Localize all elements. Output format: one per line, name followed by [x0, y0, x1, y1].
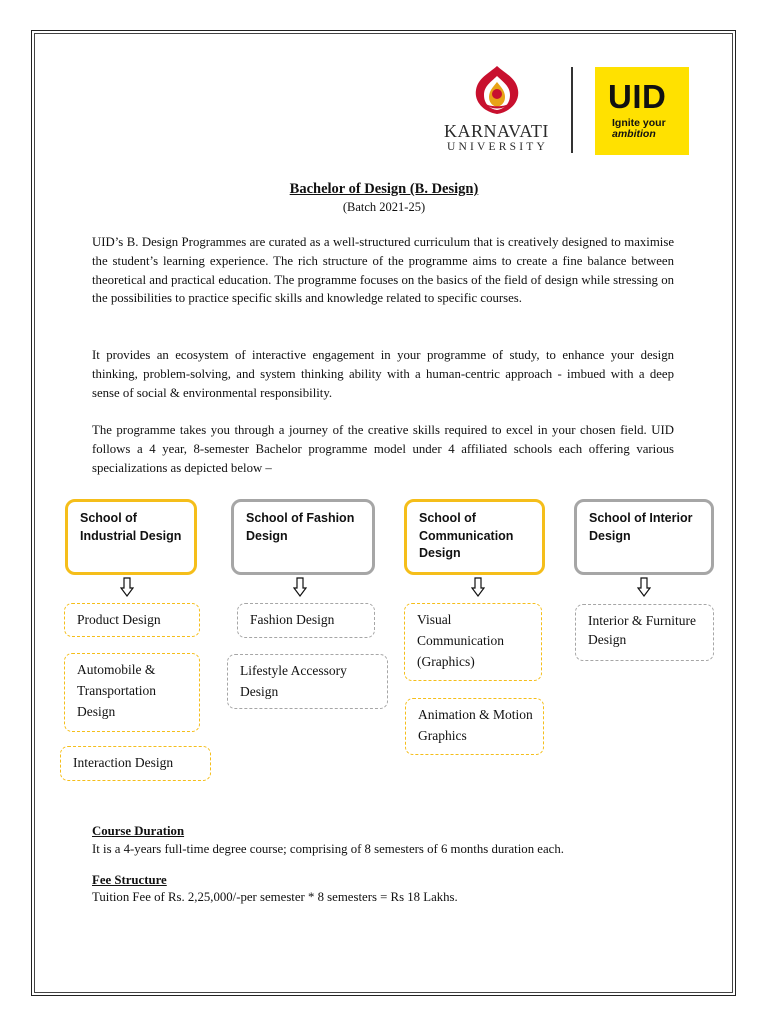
spec-automobile-design: Automobile & Transportation Design [64, 653, 200, 732]
fee-structure-text: Tuition Fee of Rs. 2,25,000/-per semester * 8 semesters = Rs 18 Lakhs. [92, 890, 458, 904]
spec-product-design: Product Design [64, 603, 200, 637]
batch-label: (Batch 2021-25) [342, 200, 426, 214]
down-arrow-icon [637, 577, 651, 597]
spec-interaction-design: Interaction Design [60, 746, 211, 781]
school-industrial-design: School of Industrial Design [65, 499, 197, 575]
school-fashion-design: School of Fashion Design [231, 499, 375, 575]
down-arrow-icon [471, 577, 485, 597]
uid-tagline [612, 118, 666, 140]
page-title: Bachelor of Design (B. Design) [289, 181, 479, 197]
karnavati-sub: UNIVERSITY [447, 141, 548, 153]
uid-tagline-line1: Ignite your [612, 117, 666, 129]
uid-tagline-line2: ambition [612, 128, 656, 140]
karnavati-name: KARNAVATI [444, 121, 549, 141]
spec-animation-motion-graphics: Animation & Motion Graphics [405, 698, 544, 755]
down-arrow-icon [120, 577, 134, 597]
ecosystem-paragraph: It provides an ecosystem of interactive engagement in your programme of study, to enhance your design thinking, problem-solving, and system thinking ability with a human-centric approach - imbued with a deep sense of social & environmental responsibility. [92, 348, 674, 400]
spec-visual-communication: Visual Communication (Graphics) [404, 603, 542, 681]
down-arrow-icon [293, 577, 307, 597]
spec-lifestyle-accessory-design: Lifestyle Accessory Design [227, 654, 388, 709]
course-duration-text: It is a 4-years full-time degree course; comprising of 8 semesters of 6 months duration each. [92, 842, 564, 856]
karnavati-logo [444, 64, 564, 158]
karnavati-flame-icon [470, 64, 524, 116]
uid-logo [595, 67, 689, 155]
spec-fashion-design: Fashion Design [237, 603, 375, 638]
intro-paragraph: UID’s B. Design Programmes are curated as a well-structured curriculum that is creatively designed to maximise the student’s learning experience. The rich structure of the programme aims to create a fine balance between theoretical and practical education. The programme focuses on the basics of the field of design while stressing on the possibilities to practice specific skills and knowledge related to specific courses. [92, 235, 674, 306]
school-communication-design: School of Communication Design [404, 499, 545, 575]
journey-paragraph: The programme takes you through a journey of the creative skills required to excel in your chosen field. UID follows a 4 year, 8-semester Bachelor programme model under 4 affiliated schools each offering various specializations as depicted below – [92, 423, 674, 475]
logo-divider [571, 67, 573, 153]
spec-interior-furniture-design: Interior & Furniture Design [575, 604, 714, 661]
school-interior-design: School of Interior Design [574, 499, 714, 575]
uid-title: UID [608, 78, 667, 115]
fee-structure-heading: Fee Structure [92, 873, 167, 887]
course-duration-heading: Course Duration [92, 824, 185, 838]
